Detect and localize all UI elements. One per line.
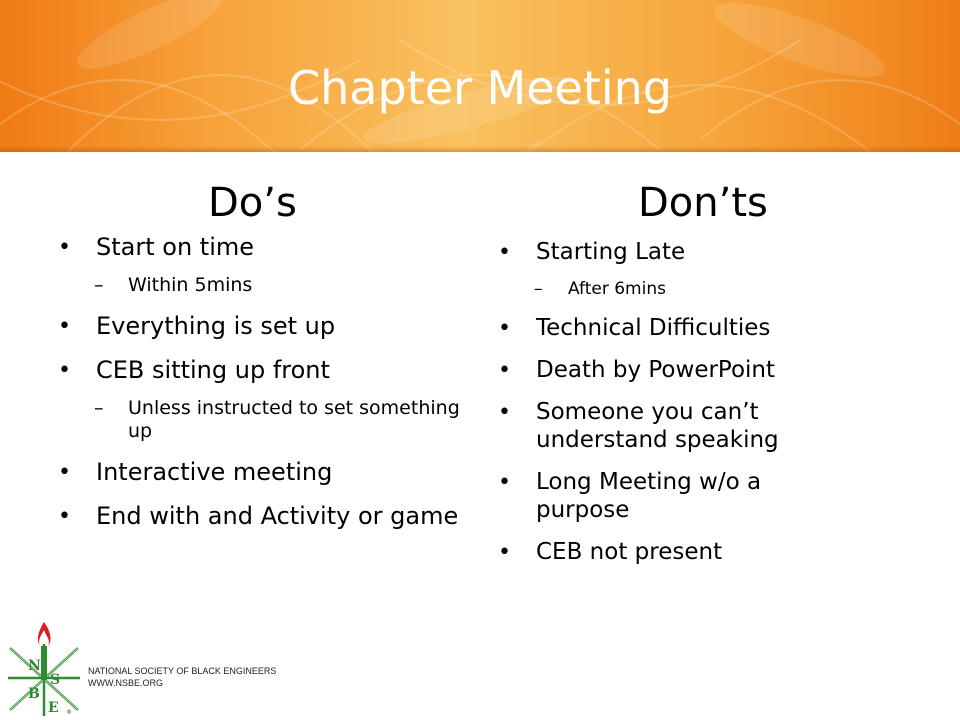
list-item: • Starting Late	[498, 239, 686, 265]
sub-list-item: – After 6mins	[534, 279, 666, 299]
bullet-icon: •	[58, 235, 71, 260]
bullet-icon: •	[58, 358, 71, 383]
dash-icon: –	[534, 279, 543, 299]
svg-text:S: S	[50, 672, 61, 688]
svg-text:B: B	[28, 686, 40, 702]
footer-text	[88, 665, 276, 689]
nsbe-logo-icon	[8, 618, 80, 716]
bullet-icon: •	[58, 314, 71, 339]
bullet-icon: •	[498, 470, 511, 495]
bullet-icon: •	[498, 240, 511, 265]
donts-list	[498, 238, 832, 580]
org-website: WWW.NSBE.ORG	[88, 678, 163, 688]
svg-text:N: N	[28, 658, 41, 674]
bullet-icon: •	[498, 358, 511, 383]
list-item: • CEB sitting up front	[58, 356, 330, 384]
sub-list-item: – Within 5mins	[94, 274, 253, 296]
slide-title: Chapter Meeting	[288, 61, 672, 115]
bullet-icon: •	[498, 540, 511, 565]
dash-icon: –	[94, 274, 104, 296]
title-banner	[0, 0, 960, 152]
list-item: • Everything is set up	[58, 312, 336, 340]
list-item: • Long Meeting w/o a purpose	[498, 469, 762, 523]
donts-heading: Don’ts	[638, 180, 768, 226]
sub-list-item: – Unless instructed to set something up	[94, 397, 460, 442]
list-item: • Start on time	[58, 233, 255, 261]
svg-text:E: E	[48, 700, 59, 716]
dash-icon: –	[94, 397, 104, 419]
bullet-icon: •	[498, 400, 511, 425]
bullet-icon: •	[498, 316, 511, 341]
org-name: NATIONAL SOCIETY OF BLACK ENGINEERS	[88, 666, 277, 676]
list-item: • Technical Difficulties	[498, 315, 771, 341]
list-item: • End with and Activity or game	[58, 502, 459, 530]
list-item: • CEB not present	[498, 539, 723, 565]
bullet-icon: •	[58, 504, 71, 529]
dos-list	[58, 232, 462, 545]
list-item: • Someone you can’t understand speaking	[498, 399, 779, 453]
svg-text:®: ®	[66, 709, 72, 716]
list-item: • Death by PowerPoint	[498, 357, 776, 383]
bullet-icon: •	[58, 460, 71, 485]
dos-heading: Do’s	[208, 180, 297, 226]
list-item: • Interactive meeting	[58, 458, 333, 486]
